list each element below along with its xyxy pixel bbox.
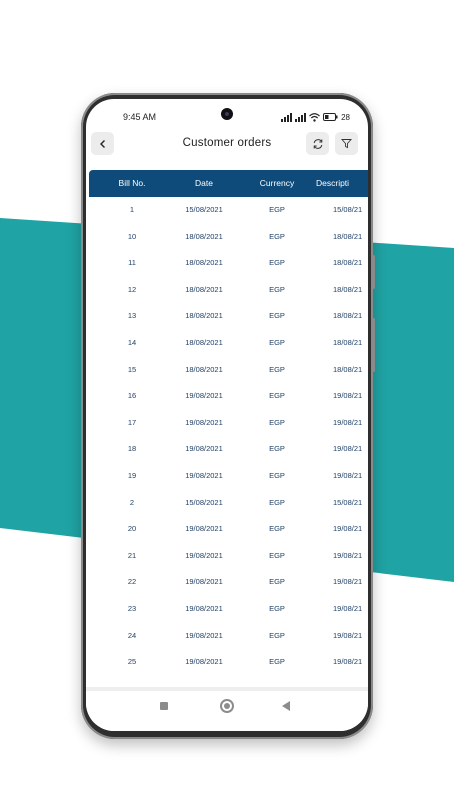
cell-date: 18/08/2021 (185, 284, 223, 294)
cell-currency: EGP (269, 205, 285, 214)
cell-date: 19/08/2021 (185, 391, 223, 401)
cell-bill-no: 14 (127, 337, 137, 347)
cell-bill-no: 22 (127, 577, 137, 587)
cell-description: 19/08/21 (333, 417, 363, 427)
column-bill-no[interactable]: Bill No. (118, 178, 146, 188)
orders-table[interactable] (89, 170, 368, 687)
filter-button[interactable] (335, 132, 358, 155)
table-row[interactable] (89, 516, 368, 543)
table-row[interactable] (89, 649, 368, 676)
cell-currency: EGP (269, 550, 285, 560)
volume-button (372, 318, 375, 372)
cell-bill-no: 21 (127, 550, 137, 560)
cell-currency: EGP (269, 417, 285, 427)
table-row[interactable] (89, 383, 368, 410)
front-camera (221, 108, 233, 120)
cell-date: 19/08/2021 (185, 417, 223, 427)
cell-currency: EGP (269, 364, 285, 374)
cell-description: 19/08/21 (333, 657, 363, 667)
cell-currency: EGP (269, 258, 285, 268)
column-description[interactable]: Descripti (316, 178, 350, 188)
signal-icon-2 (295, 113, 306, 122)
cell-currency: EGP (269, 657, 285, 667)
phone-screen (86, 99, 368, 731)
cell-bill-no: 23 (127, 603, 137, 613)
cell-date: 18/08/2021 (185, 337, 223, 347)
table-body (89, 197, 368, 676)
cell-bill-no: 16 (127, 391, 137, 401)
table-row[interactable] (89, 303, 368, 330)
cell-bill-no: 17 (127, 417, 137, 427)
cell-currency: EGP (269, 231, 285, 241)
battery-icon (323, 113, 338, 121)
table-row[interactable] (89, 330, 368, 357)
cell-date: 18/08/2021 (185, 364, 223, 374)
table-row[interactable] (89, 250, 368, 277)
column-currency[interactable]: Currency (259, 178, 295, 188)
cell-date: 19/08/2021 (185, 444, 223, 454)
cell-description: 19/08/21 (333, 444, 363, 454)
cell-description: 15/08/21 (333, 205, 363, 214)
power-button (372, 255, 375, 289)
cell-bill-no: 18 (127, 444, 137, 454)
cell-description: 18/08/21 (333, 258, 363, 268)
table-row[interactable] (89, 596, 368, 623)
square-recents-icon[interactable] (160, 702, 168, 710)
table-row[interactable] (89, 277, 368, 304)
table-row[interactable] (89, 490, 368, 517)
cell-bill-no: 13 (127, 311, 137, 321)
cell-description: 18/08/21 (333, 284, 363, 294)
cell-description: 19/08/21 (333, 577, 363, 587)
cell-currency: EGP (269, 630, 285, 640)
cell-bill-no: 11 (128, 258, 136, 268)
status-bar (86, 99, 368, 129)
refresh-icon (312, 138, 324, 150)
cell-description: 19/08/21 (333, 391, 363, 401)
status-time: 9:45 AM (123, 112, 157, 122)
battery-percent: 28 (341, 112, 350, 122)
system-nav-bar (86, 691, 368, 731)
cell-date: 18/08/2021 (185, 231, 223, 241)
app-header (86, 132, 368, 158)
table-row[interactable] (89, 543, 368, 570)
cell-date: 15/08/2021 (185, 497, 223, 507)
cell-bill-no: 19 (127, 470, 137, 480)
cell-description: 18/08/21 (333, 311, 363, 321)
back-button[interactable] (91, 132, 114, 155)
cell-currency: EGP (269, 577, 285, 587)
cell-currency: EGP (269, 284, 285, 294)
cell-description: 15/08/21 (333, 497, 363, 507)
table-row[interactable] (89, 623, 368, 650)
table-row[interactable] (89, 410, 368, 437)
cell-date: 19/08/2021 (185, 603, 223, 613)
cell-currency: EGP (269, 311, 285, 321)
cell-bill-no: 25 (127, 657, 137, 667)
wifi-icon (309, 113, 320, 122)
cell-description: 19/08/21 (333, 524, 363, 534)
cell-bill-no: 24 (127, 630, 137, 640)
cell-date: 19/08/2021 (185, 524, 223, 534)
chevron-left-icon (98, 139, 108, 149)
filter-icon (341, 138, 352, 149)
status-icons (281, 111, 350, 123)
cell-date: 19/08/2021 (185, 577, 223, 587)
table-row[interactable] (89, 197, 368, 224)
cell-description: 19/08/21 (333, 630, 363, 640)
column-date[interactable]: Date (195, 178, 213, 188)
cell-currency: EGP (269, 603, 285, 613)
table-header (89, 170, 368, 197)
refresh-button[interactable] (306, 132, 329, 155)
cell-bill-no: 15 (127, 364, 137, 374)
cell-currency: EGP (269, 337, 285, 347)
table-row[interactable] (89, 224, 368, 251)
cell-bill-no: 12 (127, 284, 137, 294)
table-row[interactable] (89, 463, 368, 490)
page-title: Customer orders (182, 137, 272, 149)
cell-date: 19/08/2021 (185, 657, 223, 667)
cell-currency: EGP (269, 524, 285, 534)
cell-date: 19/08/2021 (185, 550, 223, 560)
table-row[interactable] (89, 357, 368, 384)
cell-currency: EGP (269, 497, 285, 507)
cell-date: 19/08/2021 (185, 470, 223, 480)
cell-bill-no: 20 (127, 524, 137, 534)
cell-date: 18/08/2021 (185, 311, 223, 321)
cell-description: 19/08/21 (333, 603, 363, 613)
cell-date: 18/08/2021 (185, 258, 223, 268)
cell-description: 18/08/21 (333, 364, 363, 374)
cell-date: 19/08/2021 (185, 630, 223, 640)
table-row[interactable] (89, 436, 368, 463)
cell-description: 19/08/21 (333, 550, 363, 560)
cell-bill-no: 10 (127, 231, 137, 241)
cell-description: 18/08/21 (333, 231, 363, 241)
cell-bill-no: 1 (129, 205, 135, 214)
signal-icon (281, 113, 292, 122)
cell-currency: EGP (269, 391, 285, 401)
table-row[interactable] (89, 569, 368, 596)
cell-description: 18/08/21 (333, 337, 363, 347)
cell-date: 15/08/2021 (185, 205, 223, 214)
cell-description: 19/08/21 (333, 470, 363, 480)
circle-home-icon[interactable] (220, 699, 234, 713)
cell-currency: EGP (269, 444, 285, 454)
cell-bill-no: 2 (129, 497, 135, 507)
triangle-back-icon[interactable] (282, 701, 290, 711)
cell-currency: EGP (269, 470, 285, 480)
